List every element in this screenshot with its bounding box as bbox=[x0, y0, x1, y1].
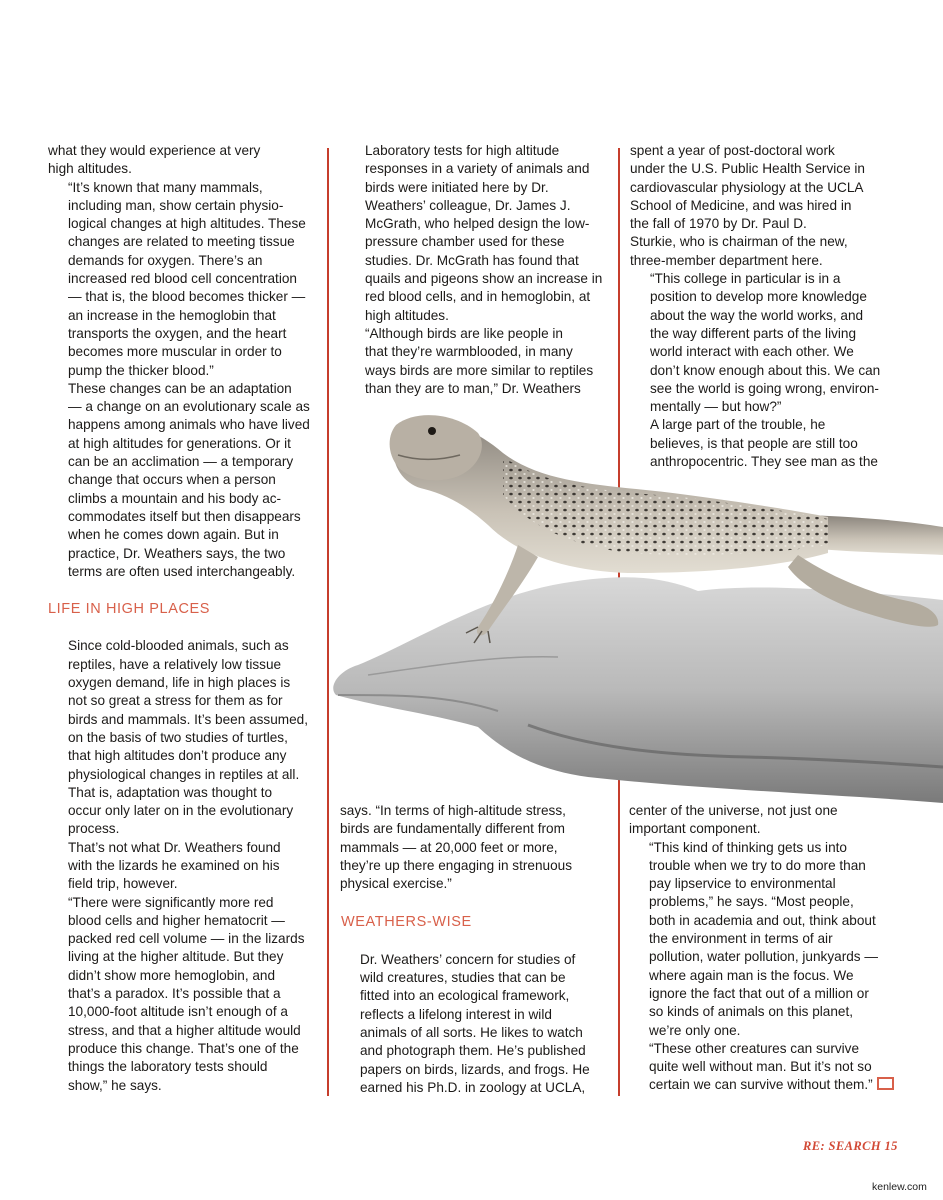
text-line: field trip, however. bbox=[68, 876, 178, 892]
lizard-eye bbox=[428, 427, 436, 435]
text-line: mammals — at 20,000 feet or more, bbox=[340, 839, 558, 855]
text-line: transports the oxygen, and the heart bbox=[68, 325, 287, 341]
text-line: A large part of the trouble, he bbox=[650, 417, 826, 433]
text-line: ways birds are more similar to reptiles bbox=[365, 362, 594, 378]
text-line: birds and mammals. It’s been assumed, bbox=[68, 711, 309, 727]
text-line: “This kind of thinking gets us into bbox=[649, 839, 847, 855]
text-line: McGrath, who helped design the low- bbox=[365, 216, 590, 232]
paragraph bbox=[629, 802, 914, 839]
text-line: pollution, water pollution, junkyards — bbox=[649, 949, 878, 965]
text-line: — a change on an evolutionary scale as bbox=[68, 399, 310, 415]
text-line: where again man is the focus. We bbox=[649, 967, 854, 983]
text-line: center of the universe, not just one bbox=[629, 803, 838, 818]
text-line: don’t know enough about this. We can bbox=[650, 362, 881, 378]
paragraph-final bbox=[629, 1040, 914, 1095]
text-line: occur only later on in the evolutionary bbox=[68, 803, 294, 819]
text-line: birds were initiated here by Dr. bbox=[365, 179, 549, 195]
text-line: the fall of 1970 by Dr. Paul D. bbox=[630, 216, 807, 232]
paragraph bbox=[340, 951, 615, 1097]
text-line: terms are often used interchangeably. bbox=[68, 563, 296, 579]
text-line: studies. Dr. McGrath has found that bbox=[365, 252, 579, 268]
text-line: including man, show certain physio- bbox=[68, 197, 284, 213]
paragraph bbox=[345, 142, 613, 325]
text-line: red blood cells, and in hemoglobin, at bbox=[365, 289, 591, 305]
text-line: “There were significantly more red bbox=[68, 894, 274, 910]
text-line: pressure chamber used for these bbox=[365, 234, 565, 250]
text-line: important component. bbox=[629, 821, 761, 837]
text-line: papers on birds, lizards, and frogs. He bbox=[360, 1061, 590, 1077]
text-line: didn’t show more hemoglobin, and bbox=[68, 967, 276, 983]
text-line: process. bbox=[68, 821, 120, 837]
text-line: quails and pigeons show an increase in bbox=[365, 271, 603, 287]
text-line: Dr. Weathers’ concern for studies of bbox=[360, 951, 576, 967]
text-line: on the basis of two studies of turtles, bbox=[68, 729, 288, 745]
text-line: problems,” he says. “Most people, bbox=[649, 894, 854, 910]
text-line: see the world is going wrong, environ- bbox=[650, 380, 879, 396]
text-line: stress, and that a higher altitude would bbox=[68, 1022, 301, 1038]
text-line: physiological changes in reptiles at all. bbox=[68, 766, 300, 782]
text-line: 10,000-foot altitude isn’t enough of a bbox=[68, 1004, 288, 1020]
text-line: Since cold-blooded animals, such as bbox=[68, 638, 289, 654]
text-line: Laboratory tests for high altitude bbox=[365, 143, 560, 158]
text-line: commodates itself but then disappears bbox=[68, 508, 301, 524]
text-line: we’re only one. bbox=[649, 1022, 741, 1038]
text-line: packed red cell volume — in the lizards bbox=[68, 931, 305, 947]
text-line: the way different parts of the living bbox=[650, 325, 857, 341]
text-line: mentally — but how?” bbox=[650, 399, 782, 415]
text-line: things the laboratory tests should bbox=[68, 1059, 268, 1075]
paragraph bbox=[630, 142, 905, 270]
text-line: increased red blood cell concentration bbox=[68, 271, 297, 287]
text-line: quite well without man. But it’s not so bbox=[649, 1059, 872, 1075]
text-line: That’s not what Dr. Weathers found bbox=[68, 839, 281, 855]
text-line: cardiovascular physiology at the UCLA bbox=[630, 179, 864, 195]
paragraph bbox=[340, 802, 615, 893]
text-line: both in academia and out, think about bbox=[649, 912, 876, 928]
column-2-top bbox=[345, 142, 613, 398]
text-line: pump the thicker blood.” bbox=[68, 362, 214, 378]
section-heading-life-in-high-places: LIFE IN HIGH PLACES bbox=[48, 601, 211, 618]
paragraph bbox=[48, 894, 318, 1095]
site-credit: kenlew.com bbox=[872, 1181, 927, 1193]
text-line: blood cells and higher hematocrit — bbox=[68, 912, 285, 928]
text-line: climbs a mountain and his body ac- bbox=[68, 490, 282, 506]
text-line: and photograph them. He’s published bbox=[360, 1043, 586, 1059]
text-line: certain we can survive without them.” bbox=[629, 1076, 914, 1094]
text-line: so kinds of animals on this planet, bbox=[649, 1004, 854, 1020]
text-line: than they are to man,” Dr. Weathers bbox=[365, 380, 581, 396]
text-line: not so great a stress for them as for bbox=[68, 693, 283, 709]
text-line: fitted into an ecological framework, bbox=[360, 988, 570, 1004]
text-line: can be an acclimation — a temporary bbox=[68, 454, 294, 470]
text-line: reptiles, have a relatively low tissue bbox=[68, 656, 282, 672]
paragraph bbox=[48, 380, 318, 581]
text-line: under the U.S. Public Health Service in bbox=[630, 161, 865, 177]
text-line: when he comes down again. But in bbox=[68, 527, 279, 543]
text-line: — that is, the blood becomes thicker — bbox=[68, 289, 306, 305]
paragraph bbox=[48, 179, 318, 380]
text-line: show,” he says. bbox=[68, 1077, 162, 1093]
text-line: reflects a lifelong interest in wild bbox=[360, 1006, 552, 1022]
text-line: happens among animals who have lived bbox=[68, 417, 310, 433]
text-line: an increase in the hemoglobin that bbox=[68, 307, 276, 323]
text-line: demands for oxygen. There’s an bbox=[68, 252, 263, 268]
text-line: spent a year of post-doctoral work bbox=[630, 143, 835, 158]
text-line: Weathers’ colleague, Dr. James J. bbox=[365, 197, 571, 213]
lizard-on-hand-photo bbox=[328, 395, 943, 803]
text-line: world interact with each other. We bbox=[650, 344, 854, 360]
text-line: that they’re warmblooded, in many bbox=[365, 344, 573, 360]
text-line: about the way the world works, and bbox=[650, 307, 864, 323]
text-line: School of Medicine, and was hired in bbox=[630, 197, 852, 213]
end-mark-icon bbox=[877, 1077, 894, 1090]
text-line: ignore the fact that out of a million or bbox=[649, 985, 869, 1001]
text-line: living at the higher altitude. But they bbox=[68, 949, 284, 965]
text-line: “Although birds are like people in bbox=[365, 325, 563, 341]
lizard-tail bbox=[808, 515, 943, 555]
paragraph bbox=[48, 142, 318, 179]
text-line: birds are fundamentally different from bbox=[340, 821, 565, 837]
text-line: changes are related to meeting tissue bbox=[68, 234, 295, 250]
text-line: Sturkie, who is chairman of the new, bbox=[630, 234, 848, 250]
text-line: position to develop more knowledge bbox=[650, 289, 867, 305]
text-line: at high altitudes for generations. Or it bbox=[68, 435, 291, 451]
text-line: that’s a paradox. It’s possible that a bbox=[68, 986, 281, 1002]
text-line: that high altitudes don’t produce any bbox=[68, 748, 287, 764]
text-line: three-member department here. bbox=[630, 252, 823, 268]
text-line: animals of all sorts. He likes to watch bbox=[360, 1024, 583, 1040]
text-line: pay lipservice to environmental bbox=[649, 876, 836, 892]
text-line: That is, adaptation was thought to bbox=[68, 784, 273, 800]
paragraph bbox=[345, 325, 613, 398]
text-line: with the lizards he examined on his bbox=[68, 857, 280, 873]
text-line: “It’s known that many mammals, bbox=[68, 179, 263, 195]
text-line: anthropocentric. They see man as the bbox=[650, 454, 878, 470]
column-3-bottom bbox=[629, 802, 914, 1095]
text-line: high altitudes. bbox=[48, 161, 132, 177]
text-line: “This college in particular is in a bbox=[650, 271, 841, 287]
text-line: These changes can be an adaptation bbox=[68, 380, 292, 396]
page-folio: RE: SEARCH 15 bbox=[803, 1139, 898, 1153]
text-line: responses in a variety of animals and bbox=[365, 161, 590, 177]
text-line: what they would experience at very bbox=[48, 143, 261, 158]
text-line: change that occurs when a person bbox=[68, 472, 276, 488]
hand-shape bbox=[333, 577, 943, 803]
paragraph bbox=[48, 637, 318, 838]
text-line: trouble when we try to do more than bbox=[649, 857, 866, 873]
text-line: earned his Ph.D. in zoology at UCLA, bbox=[360, 1079, 586, 1095]
text-line: “These other creatures can survive bbox=[649, 1040, 860, 1056]
column-2-bottom bbox=[340, 802, 615, 1097]
text-line: physical exercise.” bbox=[340, 876, 452, 892]
text-line: becomes more muscular in order to bbox=[68, 344, 282, 360]
text-line: produce this change. That’s one of the bbox=[68, 1040, 299, 1056]
text-line: they’re up there engaging in strenuous bbox=[340, 857, 573, 873]
text-line: high altitudes. bbox=[365, 307, 449, 323]
text-line: practice, Dr. Weathers says, the two bbox=[68, 545, 286, 561]
text-line: the environment in terms of air bbox=[649, 931, 833, 947]
text-line: believes, is that people are still too bbox=[650, 435, 858, 451]
text-line: logical changes at high altitudes. These bbox=[68, 216, 306, 232]
paragraph bbox=[48, 839, 318, 894]
text-line: oxygen demand, life in high places is bbox=[68, 675, 291, 691]
column-1 bbox=[48, 142, 318, 1095]
text-line: says. “In terms of high-altitude stress, bbox=[340, 803, 566, 818]
paragraph bbox=[629, 839, 914, 1040]
section-heading-weathers-wise: WEATHERS-WISE bbox=[341, 914, 472, 931]
text-line: wild creatures, studies that can be bbox=[360, 970, 566, 986]
